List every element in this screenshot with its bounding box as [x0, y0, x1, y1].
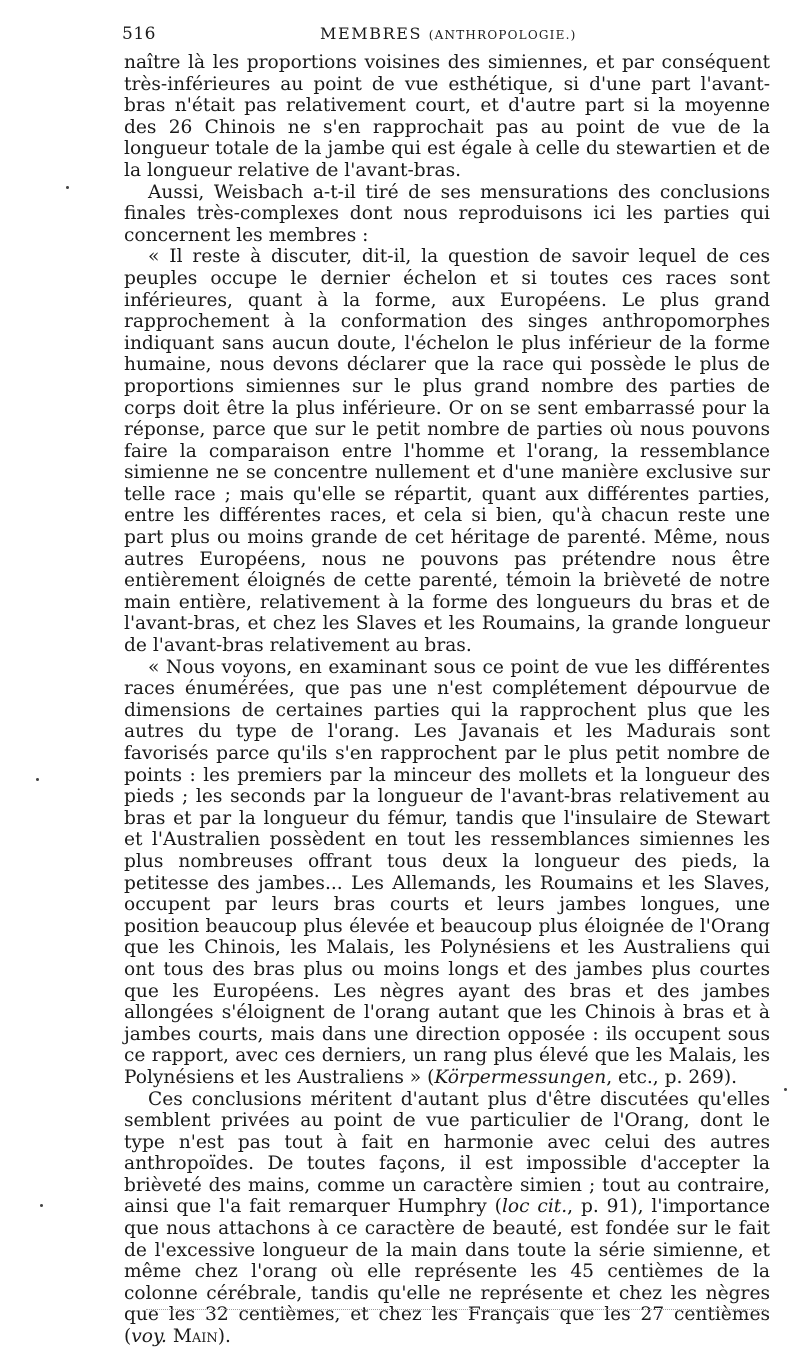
discussion-continuation: , p. 91), l'importance que nous attachons à ce caractère de beauté, est fondée sur le fait de l'excessive longueur de la main dans toute la série simienne, et même chez l'orang où elle représente les 45 centièmes de la colonne cérébrale, tandis qu'elle ne représente et chez les nègres que les 32 centièmes, et chez les Français que les 27 centièmes ( [124, 1196, 770, 1348]
margin-speck [36, 778, 39, 781]
margin-speck [66, 186, 69, 189]
paragraph-continuation: naître là les proportions voisines des simiennes, et par conséquent très-inférieures au point de vue esthétique, si d'une part l'avant-bras n'était pas relativement court, et d'autre part si la moyenne des 26 Chinois ne s'en rapprochait pas au point de vue de la longueur totale de la jambe qui est égale à celle du stewartien et de la longueur relative de l'avant-bras. [124, 52, 770, 181]
running-title: MEMBRES [320, 24, 423, 43]
margin-speck [40, 1204, 43, 1207]
citation-loc-cit: loc cit. [501, 1196, 568, 1218]
paragraph-quote-1: « Il reste à discuter, dit-il, la question de savoir lequel de ces peuples occupe le dernier échelon et si toutes ces races sont inférieures, quant à la forme, aux Européens. Le plus grand rapprochement à la conformation des singes anthropomorphes indiquant sans aucun doute, l'échelon le plus inférieur de la forme humaine, nous devons déclarer que la race qui possède le plus de proportions simiennes sur le plus grand nombre des parties de corps doit être la plus inférieure. Or on se sent embarrassé pour la réponse, parce que sur le petit nombre de parties où nous pouvons faire la comparaison entre l'homme et l'orang, la ressemblance simienne ne se concentre nullement et d'une manière exclusive sur telle race ; mais qu'elle se répartit, quant aux différentes parties, entre les différentes races, et cela si bien, qu'à chacun reste une part plus ou moins grande de cet héritage de parenté. Même, nous autres Européens, nous ne pouvons pas prétendre nous être entièrement éloignés de cette parenté, témoin la brièveté de notre main entière, relativement à la forme des longueurs du bras et de l'avant-bras, et chez les Slaves et les Roumains, la grande longueur de l'avant-bras relativement au bras. [124, 246, 770, 657]
running-subtitle: (ANTHROPOLOGIE.) [428, 28, 577, 42]
quote-2-text: « Nous voyons, en examinant sous ce point de vue les différentes races énumérées, que pas une n'est complétement dépourvue de dimensions de certaines parties qui la rapprochent plus que les autres du type de l'orang. Les Javanais et les Madurais sont favorisés parce qu'ils s'en rapprochent par le plus petit nombre de points : les premiers par la minceur des mollets et la longueur des pieds ; les seconds par la longueur de l'avant-bras relativement au bras et par la longueur du fémur, tandis que l'insulaire de Stewart et l'Australien possèdent en tout les ressemblances simiennes les plus nombreuses offrant tous deux la longueur des pieds, la petitesse des jambes... Les Allemands, les Roumains et les Slaves, occupent par leurs bras courts et leurs jambes longues, une position beaucoup plus élevée et beaucoup plus éloignée de l'Orang que les Chinois, les Malais, les Polynésiens et les Australiens qui ont tous des bras plus ou moins longs et des jambes plus courtes que les Européens. Les nègres ayant des bras et des jambes allongées s'éloignent de l'orang autant que les Chinois à bras et à jambes courts, mais dans une direction opposée : ils occupent sous ce rapport, avec ces derniers, un rang plus élevé que les Malais, les Polynésiens et les Australiens » [124, 656, 770, 1088]
discussion-end: ). [217, 1326, 231, 1348]
running-head [320, 24, 576, 43]
citation-work-title: Körpermessungen [434, 1066, 607, 1088]
bottom-dotted-rule [146, 1309, 766, 1310]
page-header [122, 20, 782, 50]
body-text [124, 52, 770, 1348]
paragraph-weisbach-intro: Aussi, Weisbach a-t-il tiré de ses mensurations des conclusions finales très-complexes dont nous reproduisons ici les parties qui concernent les membres : [124, 181, 770, 246]
page-number: 516 [122, 24, 156, 44]
paragraph-discussion: Ces conclusions méritent d'autant plus d'être discutées qu'elles semblent privées au point de vue particulier de l'Orang, dont le type n'est pas tout à fait en harmonie avec celui des autres anthropoïdes. De toutes façons, il est impossible d'accepter la brièveté des mains, comme un caractère simien ; tout au contraire, ainsi que l'a fait remarquer Humphry (loc cit., p. 91), l'importance que nous attachons à ce caractère de beauté, est fondée sur le fait de l'excessive longueur de la main dans toute la série simienne, et même chez l'orang où elle représente les 45 centièmes de la colonne cérébrale, tandis qu'elle ne représente et chez les nègres que les 32 centièmes, et chez les Français que les 27 centièmes (voy. Main). [124, 1088, 770, 1348]
paragraph-quote-2: « Nous voyons, en examinant sous ce point de vue les différentes races énumérées, que pas une n'est complétement dépourvue de dimensions de certaines parties qui la rapprochent plus que les autres du type de l'orang. Les Javanais et les Madurais sont favorisés parce qu'ils s'en rapprochent par le plus petit nombre de points : les premiers par la minceur des mollets et la longueur des pieds ; les seconds par la longueur de l'avant-bras relativement au bras et par la longueur du fémur, tandis que l'insulaire de Stewart et l'Australien possèdent en tout les ressemblances simiennes les plus nombreuses offrant tous deux la longueur des pieds, la petitesse des jambes... Les Allemands, les Roumains et les Slaves, occupent par leurs bras courts et leurs jambes longues, une position beaucoup plus élevée et beaucoup plus éloignée de l'Orang que les Chinois, les Malais, les Polynésiens et les Australiens qui ont tous des bras plus ou moins longs et des jambes plus courtes que les Européens. Les nègres ayant des bras et des jambes allongées s'éloignent de l'orang autant que les Chinois à bras et à jambes courts, mais dans une direction opposée : ils occupent sous ce rapport, avec ces derniers, un rang plus élevé que les Malais, les Polynésiens et les Australiens » (Körpermessungen, etc., p. 269). [124, 656, 770, 1088]
margin-speck [784, 1088, 787, 1091]
citation-rest: , etc., p. 269). [606, 1066, 738, 1088]
see-reference: voy. [131, 1326, 167, 1348]
main-reference: Main [172, 1326, 218, 1348]
discussion-text: Ces conclusions méritent d'autant plus d'être discutées qu'elles semblent privées au point de vue particulier de l'Orang, dont le type n'est pas tout à fait en harmonie avec celui des autres anthropoïdes. De toutes façons, il est impossible d'accepter la brièveté des mains, comme un caractère simien ; tout au contraire, ainsi que l'a fait remarquer Humphry [124, 1088, 770, 1218]
